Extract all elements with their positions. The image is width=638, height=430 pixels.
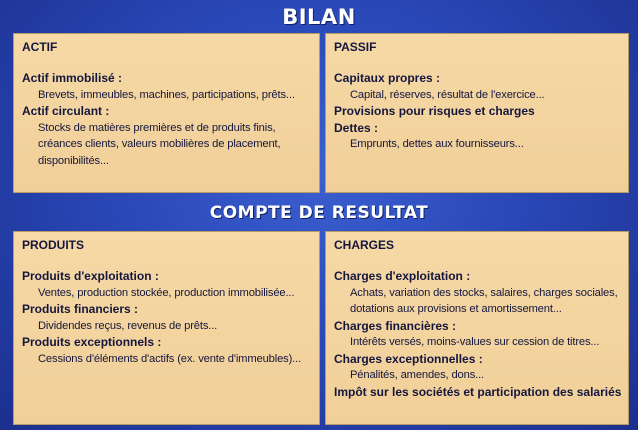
impot-societes-title: Impôt sur les sociétés et participation des salariés	[334, 384, 622, 399]
charges-exceptionnelles-title: Charges exceptionnelles :	[334, 351, 483, 366]
passif-panel	[325, 33, 629, 193]
dettes-detail: Emprunts, dettes aux fournisseurs...	[350, 138, 524, 150]
charges-heading: CHARGES	[334, 238, 395, 252]
produits-panel	[13, 231, 320, 425]
bilan-title: BILAN	[282, 5, 356, 29]
compte-de-resultat-title: COMPTE DE RESULTAT	[209, 203, 429, 223]
produits-exceptionnels-detail: Cessions d'éléments d'actifs (ex. vente d'immeubles)...	[38, 352, 302, 365]
capitaux-propres-detail: Capital, réserves, résultat de l'exercice...	[350, 88, 545, 101]
provisions-title: Provisions pour risques et charges	[334, 104, 535, 118]
charges-exploitation-detail-1: Achats, variation des stocks, salaires, charges sociales,	[350, 286, 618, 299]
charges-exceptionnelles-detail: Pénalités, amendes, dons...	[350, 369, 485, 381]
actif-heading: ACTIF	[22, 40, 58, 54]
charges-exploitation-title: Charges d'exploitation :	[334, 269, 471, 283]
actif-circulant-detail-1: Stocks de matières premières et de produits finis,	[38, 121, 276, 134]
charges-financieres-detail: Intérêts versés, moins-values sur cession de titres...	[350, 336, 600, 348]
produits-exceptionnels-title: Produits exceptionnels :	[22, 335, 162, 349]
passif-heading: PASSIF	[334, 40, 377, 54]
actif-circulant-detail-3: disponibilités...	[38, 154, 109, 167]
charges-financieres-title: Charges financières :	[334, 318, 457, 333]
actif-immobilise-title: Actif immobilisé :	[22, 71, 123, 85]
produits-exploitation-detail: Ventes, production stockée, production immobilisée...	[38, 286, 295, 299]
charges-panel	[325, 231, 629, 425]
actif-circulant-detail-2: créances clients, valeurs mobilières de placement,	[38, 138, 281, 150]
actif-immobilise-detail: Brevets, immeubles, machines, participations, prêts...	[38, 88, 295, 101]
produits-heading: PRODUITS	[22, 238, 85, 252]
dettes-title: Dettes :	[334, 120, 379, 135]
produits-financiers-detail: Dividendes reçus, revenus de prêts...	[38, 319, 218, 332]
actif-circulant-title: Actif circulant :	[22, 104, 110, 118]
produits-financiers-title: Produits financiers :	[22, 302, 139, 316]
capitaux-propres-title: Capitaux propres :	[334, 71, 441, 85]
charges-exploitation-detail-2: dotations aux provisions et amortissement...	[350, 303, 562, 315]
actif-panel	[13, 33, 320, 193]
produits-exploitation-title: Produits d'exploitation :	[22, 269, 159, 283]
